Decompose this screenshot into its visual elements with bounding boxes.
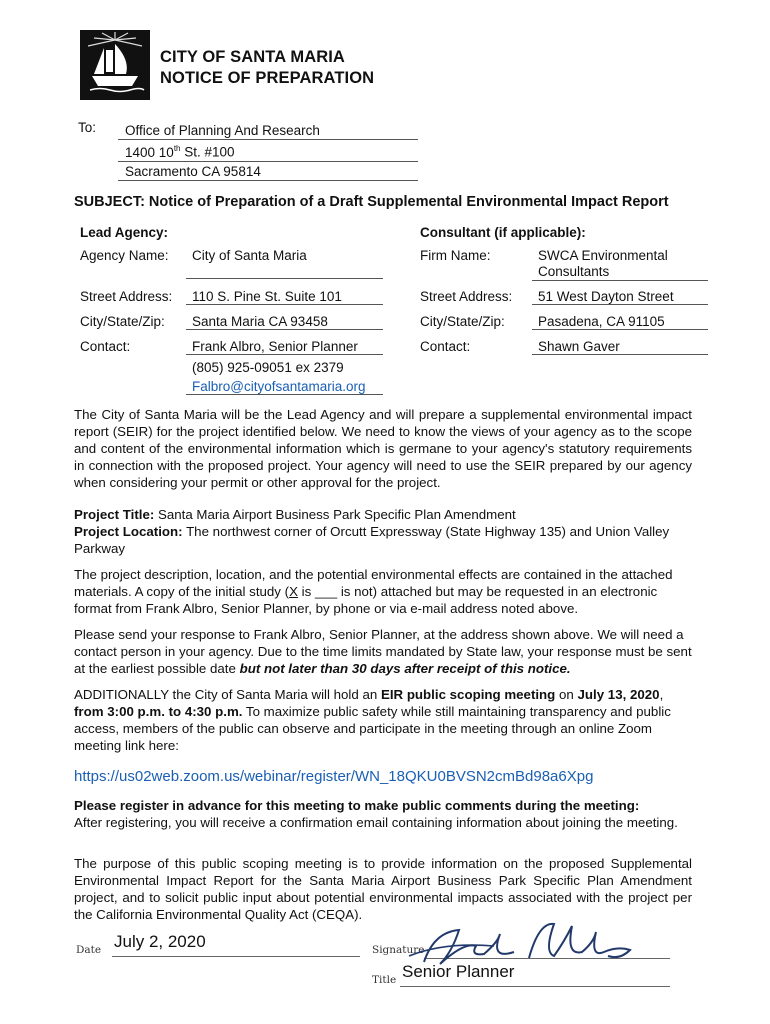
consultant-city-label: City/State/Zip:: [420, 314, 505, 329]
firm-name-value: SWCA Environmental Consultants: [532, 248, 708, 281]
to-line-3: Sacramento CA 95814: [118, 164, 418, 181]
agency-name-label: Agency Name:: [80, 248, 169, 263]
title-label: Title: [372, 974, 397, 986]
consultant-contact-value: Shawn Gaver: [532, 339, 708, 355]
consultant-street-value: 51 West Dayton Street: [532, 289, 708, 305]
scoping-meeting-paragraph: ADDITIONALLY the City of Santa Maria will hold an EIR public scoping meeting on July 13, 2020, from 3:00 p.m. to 4:30 p.m. To maximize public safety while still maintaining transparency and public access, members of the public can observe and participate in the meeting through an online Zoom meeting link here:: [74, 687, 671, 753]
header-city: CITY OF SANTA MARIA: [160, 48, 345, 66]
subject-heading: SUBJECT: Notice of Preparation of a Draft Supplemental Environmental Impact Report: [74, 194, 669, 210]
lead-city-label: City/State/Zip:: [80, 314, 165, 329]
response-paragraph: Please send your response to Frank Albro, Senior Planner, at the address shown above. We will need a contact person in your agency. Due to the time limits mandated by State law, your response must be sent at the earliest possible date but not later than 30 days after receipt of this notice.: [74, 627, 692, 676]
lead-email-link[interactable]: Falbro@cityofsantamaria.org: [192, 379, 366, 394]
header-notice: NOTICE OF PREPARATION: [160, 69, 375, 87]
lead-contact-label: Contact:: [80, 339, 131, 354]
consultant-heading: Consultant (if applicable):: [420, 225, 586, 240]
lead-agency-heading: Lead Agency:: [80, 225, 169, 240]
date-label: Date: [76, 944, 102, 956]
to-line-1: Office of Planning And Research: [118, 123, 418, 140]
signature-label: Signature: [372, 944, 425, 956]
lead-city-value: Santa Maria CA 93458: [186, 314, 383, 330]
lead-street-value: 110 S. Pine St. Suite 101: [186, 289, 383, 305]
lead-email-row: [186, 379, 383, 395]
title-field: Senior Planner: [400, 962, 670, 987]
lead-street-label: Street Address:: [80, 289, 173, 304]
ship-icon: [80, 30, 150, 100]
lead-contact-value: Frank Albro, Senior Planner: [186, 339, 383, 355]
lead-phone: (805) 925-09051 ex 2379: [192, 360, 344, 375]
project-info: Project Title: Santa Maria Airport Business Park Specific Plan Amendment Project Location: The northwest corner of Orcutt Expressway (State Highway 135) and Union Valley Parkway: [74, 507, 670, 556]
agency-name-value: City of Santa Maria: [186, 248, 383, 279]
purpose-paragraph: The purpose of this public scoping meeting is to provide information on the proposed Supplemental Environmental Impact Report for the Santa Maria Airport Business Park Specific Plan Amendment project, and to solicit public input about potential environmental impacts associated with the project per the California Environmental Quality Act (CEQA).: [74, 856, 692, 922]
consultant-street-label: Street Address:: [420, 289, 513, 304]
consultant-city-value: Pasadena, CA 91105: [532, 314, 708, 330]
consultant-contact-label: Contact:: [420, 339, 471, 354]
to-label: To:: [78, 120, 97, 135]
firm-name-label: Firm Name:: [420, 248, 491, 263]
materials-paragraph: The project description, location, and the potential environmental effects are contained in the attached materials. A copy of the initial study (X is ___ is not) attached but may be requested in an electronic format from Frank Albro, Senior Planner, by phone or via e-mail address noted above.: [74, 567, 673, 616]
to-line-2: 1400 10th St. #100: [118, 144, 418, 162]
zoom-registration-link[interactable]: https://us02web.zoom.us/webinar/register/WN_18QKU0BVSN2cmBd98a6Xpg: [74, 768, 594, 785]
city-seal-logo: [80, 30, 150, 100]
intro-paragraph: The City of Santa Maria will be the Lead Agency and will prepare a supplemental environmental impact report (SEIR) for the project identified below. We need to know the views of your agency as to the scope and content of the environmental information which is germane to your agency's statutory requirements in connection with the proposed project. Your agency will need to use the SEIR prepared by our agency when considering your permit or other approval for the project.: [74, 407, 692, 490]
date-field: July 2, 2020: [112, 932, 360, 957]
register-paragraph: Please register in advance for this meeting to make public comments during the meeting: After registering, you will receive a confirmation email containing information about joining the meeting.: [74, 798, 678, 830]
